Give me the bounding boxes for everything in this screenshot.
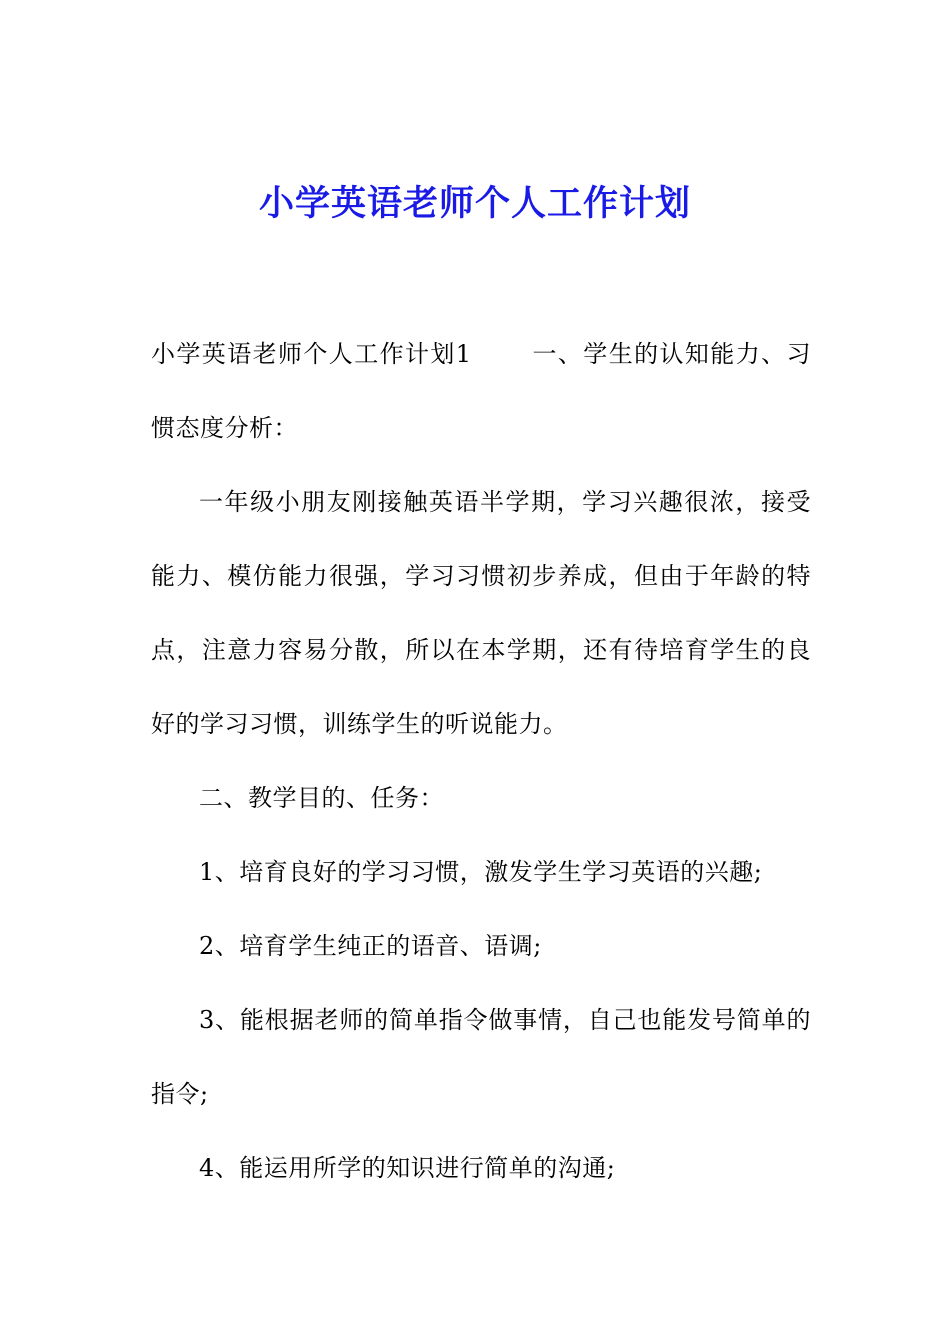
- section-one-heading: 一、学生的认知能力、习惯态度分析：: [151, 340, 812, 442]
- plan-heading: 小学英语老师个人工作计划1: [151, 340, 472, 368]
- paragraph-intro: [151, 317, 811, 465]
- goal-item-1: 1、培育良好的学习习惯，激发学生学习英语的兴趣;: [199, 858, 763, 886]
- goal-item-3: 3、能根据老师的简单指令做事情，自己也能发号简单的指令;: [151, 1006, 811, 1108]
- paragraph-analysis: 一年级小朋友刚接触英语半学期，学习兴趣很浓，接受能力、模仿能力很强，学习习惯初步养成，但由于年龄的特点，注意力容易分散，所以在本学期，还有待培育学生的良好的学习习惯，训练学生的听说能力。: [151, 488, 811, 738]
- document-title: 小学英语老师个人工作计划: [258, 183, 691, 224]
- section-two-heading: 二、教学目的、任务：: [199, 784, 444, 812]
- goal-item-4: 4、能运用所学的知识进行简单的沟通;: [199, 1154, 616, 1182]
- document-body: [151, 317, 811, 1205]
- goal-item-2: 2、培育学生纯正的语音、语调;: [199, 932, 542, 960]
